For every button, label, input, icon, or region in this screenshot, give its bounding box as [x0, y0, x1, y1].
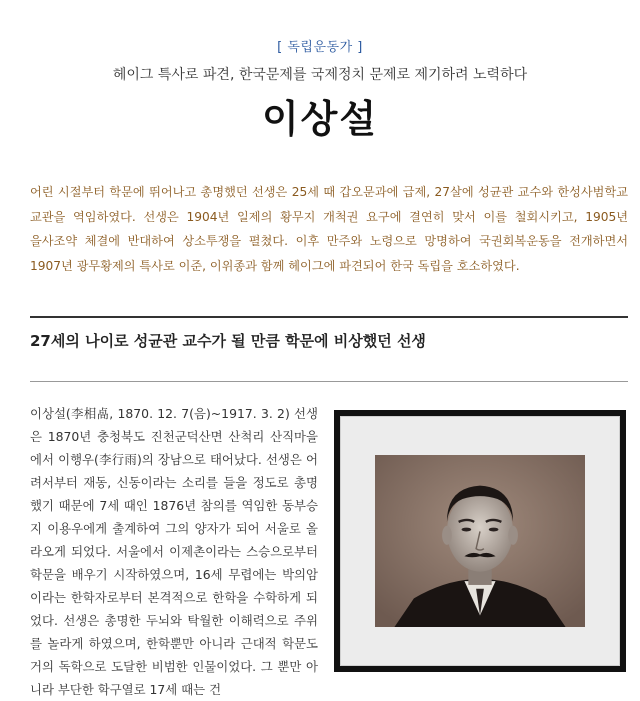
summary-paragraph: 어린 시절부터 학문에 뛰어나고 총명했던 선생은 25세 때 갑오문과에 급제, 27살에 성균관 교수와 한성사범학교 교관을 역임하였다. 선생은 1904년 일제의 황무지 개척권 요구에 결연히 맞서 이를 철회시키고, 1905년 을사조약 체결에 반대하여 상소투쟁을 펼쳤다. 이후 만주와 노령으로 망명하여 국권회복운동을 전개하면서 1907년 광무황제의 특사로 이준, 이위종과 함께 헤이그에 파견되어 한국 독립을 호소하였다.	[30, 185, 628, 273]
section-heading: 27세의 나이로 성균관 교수가 될 만큼 학문에 비상했던 선생	[30, 332, 426, 350]
portrait-image	[375, 455, 585, 627]
portrait-frame	[334, 410, 626, 672]
page-subtitle: 헤이그 특사로 파견, 한국문제를 국제정치 문제로 제기하려 노력하다	[112, 67, 528, 83]
portrait-mat	[340, 416, 620, 666]
divider-top	[30, 316, 628, 318]
page-title: 이상설	[261, 96, 379, 141]
body-paragraph: 이상설(李相卨, 1870. 12. 7(음)~1917. 3. 2) 선생은 1870년 충청북도 진천군덕산면 산척리 산직마을에서 이행우(李行雨)의 장남으로 태어났다. 선생은 어려서부터 재동, 신동이라는 소리를 들을 정도로 총명했기 때문에 7세 때인 1876년 참의를 역임한 동부승지 이용우에게 출계하여 그의 양자가 되어 서울로 올라오게 되었다. 서울에서 이제촌이라는 스승으로부터 학문을 배우기 시작하였으며, 16세 무렵에는 박의암이라는 한학자로부터 본격적으로 한학을 수학하게 되었다. 선생은 총명한 두뇌와 탁월한 이해력으로 주위를 놀라게 하였으며, 한학뿐만 아니라 근대적 학문도 거의 독학으로 도달한 비범한 인물이었다. 그 뿐만 아니라 부단한 학구열로 17세 때는 건	[30, 406, 318, 697]
divider-bottom	[30, 381, 628, 382]
category-label: [ 독립운동가 ]	[277, 40, 363, 55]
portrait-photo	[375, 455, 585, 627]
